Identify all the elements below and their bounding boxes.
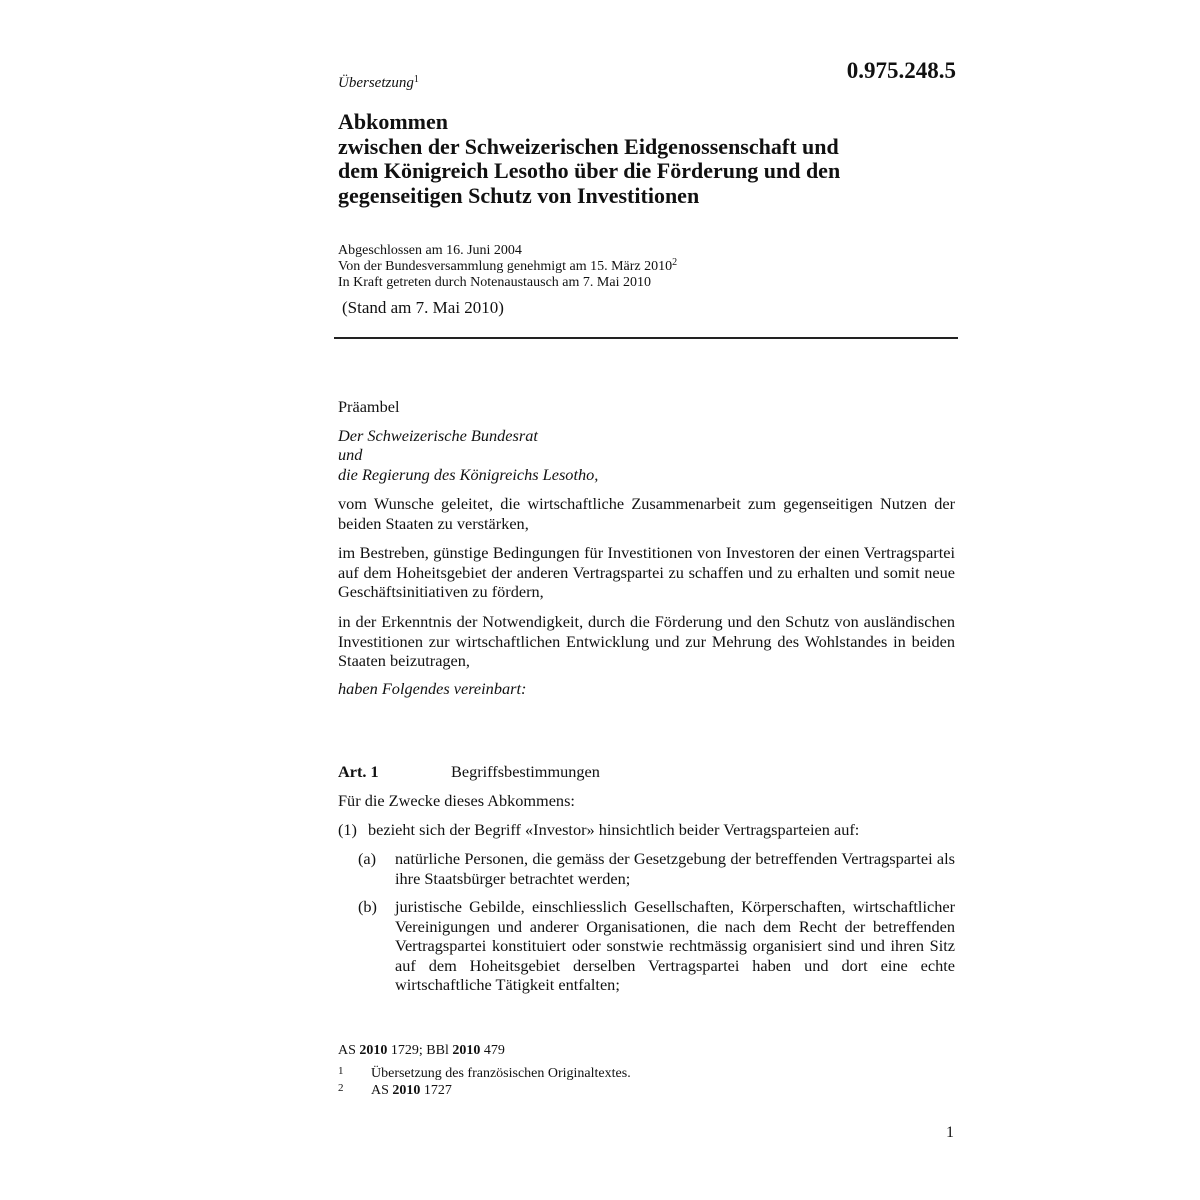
title-line: Abkommen: [338, 109, 449, 134]
footnote-2: [338, 1081, 631, 1099]
preamble-party-2: die Regierung des Königreichs Lesotho,: [338, 465, 599, 484]
document-title: [338, 110, 958, 208]
title-line: gegenseitigen Schutz von Investitionen: [338, 182, 700, 208]
translation-text: Übersetzung: [338, 75, 414, 91]
preamble-paragraph: in der Erkenntnis der Notwendigkeit, durch die Förderung und den Schutz von ausländischen Investitionen zur wirtschaftlichen Entwicklung und zur Mehrung des Wohlstandes in beiden Staaten beizutragen,: [338, 612, 955, 670]
header-divider: [334, 337, 958, 339]
document-meta: [338, 243, 677, 291]
subitem-label: (b): [358, 897, 377, 916]
translation-label: [338, 74, 419, 92]
concluded-date: Abgeschlossen am 16. Juni 2004: [338, 243, 522, 258]
footnote-text: Übersetzung des französischen Originaltextes.: [371, 1065, 631, 1081]
source-reference: [338, 1043, 631, 1059]
in-force-date: In Kraft getreten durch Notenaustausch am 7. Mai 2010: [338, 275, 651, 290]
page-number: 1: [946, 1124, 954, 1141]
preamble-party-1: Der Schweizerische Bundesrat: [338, 426, 538, 445]
footnote-mark: 2: [338, 1082, 344, 1094]
subitem-label: (a): [358, 849, 377, 868]
title-line: dem Königreich Lesotho über die Förderung und den: [338, 158, 841, 183]
footnote-year: 2010: [392, 1083, 421, 1098]
footnote-1: [338, 1064, 631, 1082]
source-text: AS: [338, 1043, 360, 1058]
footnote-text: AS: [371, 1083, 393, 1098]
preamble-and: und: [338, 445, 363, 464]
source-text: 1729; BBl: [387, 1043, 453, 1058]
source-year: 2010: [452, 1043, 481, 1058]
item-text: bezieht sich der Begriff «Investor» hinsichtlich beider Vertragsparteien auf:: [368, 820, 860, 839]
preamble-heading: Präambel: [338, 397, 400, 416]
subitem-text: juristische Gebilde, einschliesslich Gesellschaften, Körperschaften, wirtschaftlicher Vereinigungen und anderer Organisationen, die nach dem Recht der betreffenden Vertragspartei konstituiert oder sonstwie rechtmässig organisiert sind und ihren Sitz auf dem Hoheitsgebiet derselben Vertragspartei haben und dort eine echte wirtschaftliche Tätigkeit entfalten;: [395, 897, 955, 994]
approved-date: [338, 259, 677, 275]
source-year: 2010: [359, 1043, 388, 1058]
preamble-paragraph: im Bestreben, günstige Bedingungen für Investitionen von Investoren der einen Vertragspartei auf dem Hoheitsgebiet der anderen Vertragspartei zu schaffen und zu erhalten und somit neue Geschäftsinitiativen zu fördern,: [338, 543, 955, 601]
item-label: (1): [338, 820, 357, 839]
approved-text: Von der Bundesversammlung genehmigt am 15. März 2010: [338, 259, 673, 274]
footnote-mark: 1: [338, 1064, 344, 1077]
footnote-ref-1[interactable]: 1: [413, 74, 419, 85]
subitem-text: natürliche Personen, die gemäss der Gesetzgebung der betreffenden Vertragspartei als ihre Staatsbürger betrachtet werden;: [395, 849, 955, 888]
status-date: (Stand am 7. Mai 2010): [342, 298, 504, 317]
title-line: zwischen der Schweizerischen Eidgenossenschaft und: [338, 133, 839, 159]
article-title: Begriffsbestimmungen: [451, 762, 600, 781]
article-intro: Für die Zwecke dieses Abkommens:: [338, 791, 575, 810]
sr-number: 0.975.248.5: [846, 58, 956, 83]
preamble-closing: haben Folgendes vereinbart:: [338, 679, 527, 698]
footnotes: [338, 1043, 631, 1099]
footnote-ref-2[interactable]: 2: [672, 257, 678, 268]
footnote-text: 1727: [420, 1083, 452, 1098]
article-number: Art. 1: [338, 762, 379, 781]
preamble-paragraph: vom Wunsche geleitet, die wirtschaftliche Zusammenarbeit zum gegenseitigen Nutzen der beiden Staaten zu verstärken,: [338, 494, 955, 533]
source-text: 479: [480, 1043, 505, 1058]
